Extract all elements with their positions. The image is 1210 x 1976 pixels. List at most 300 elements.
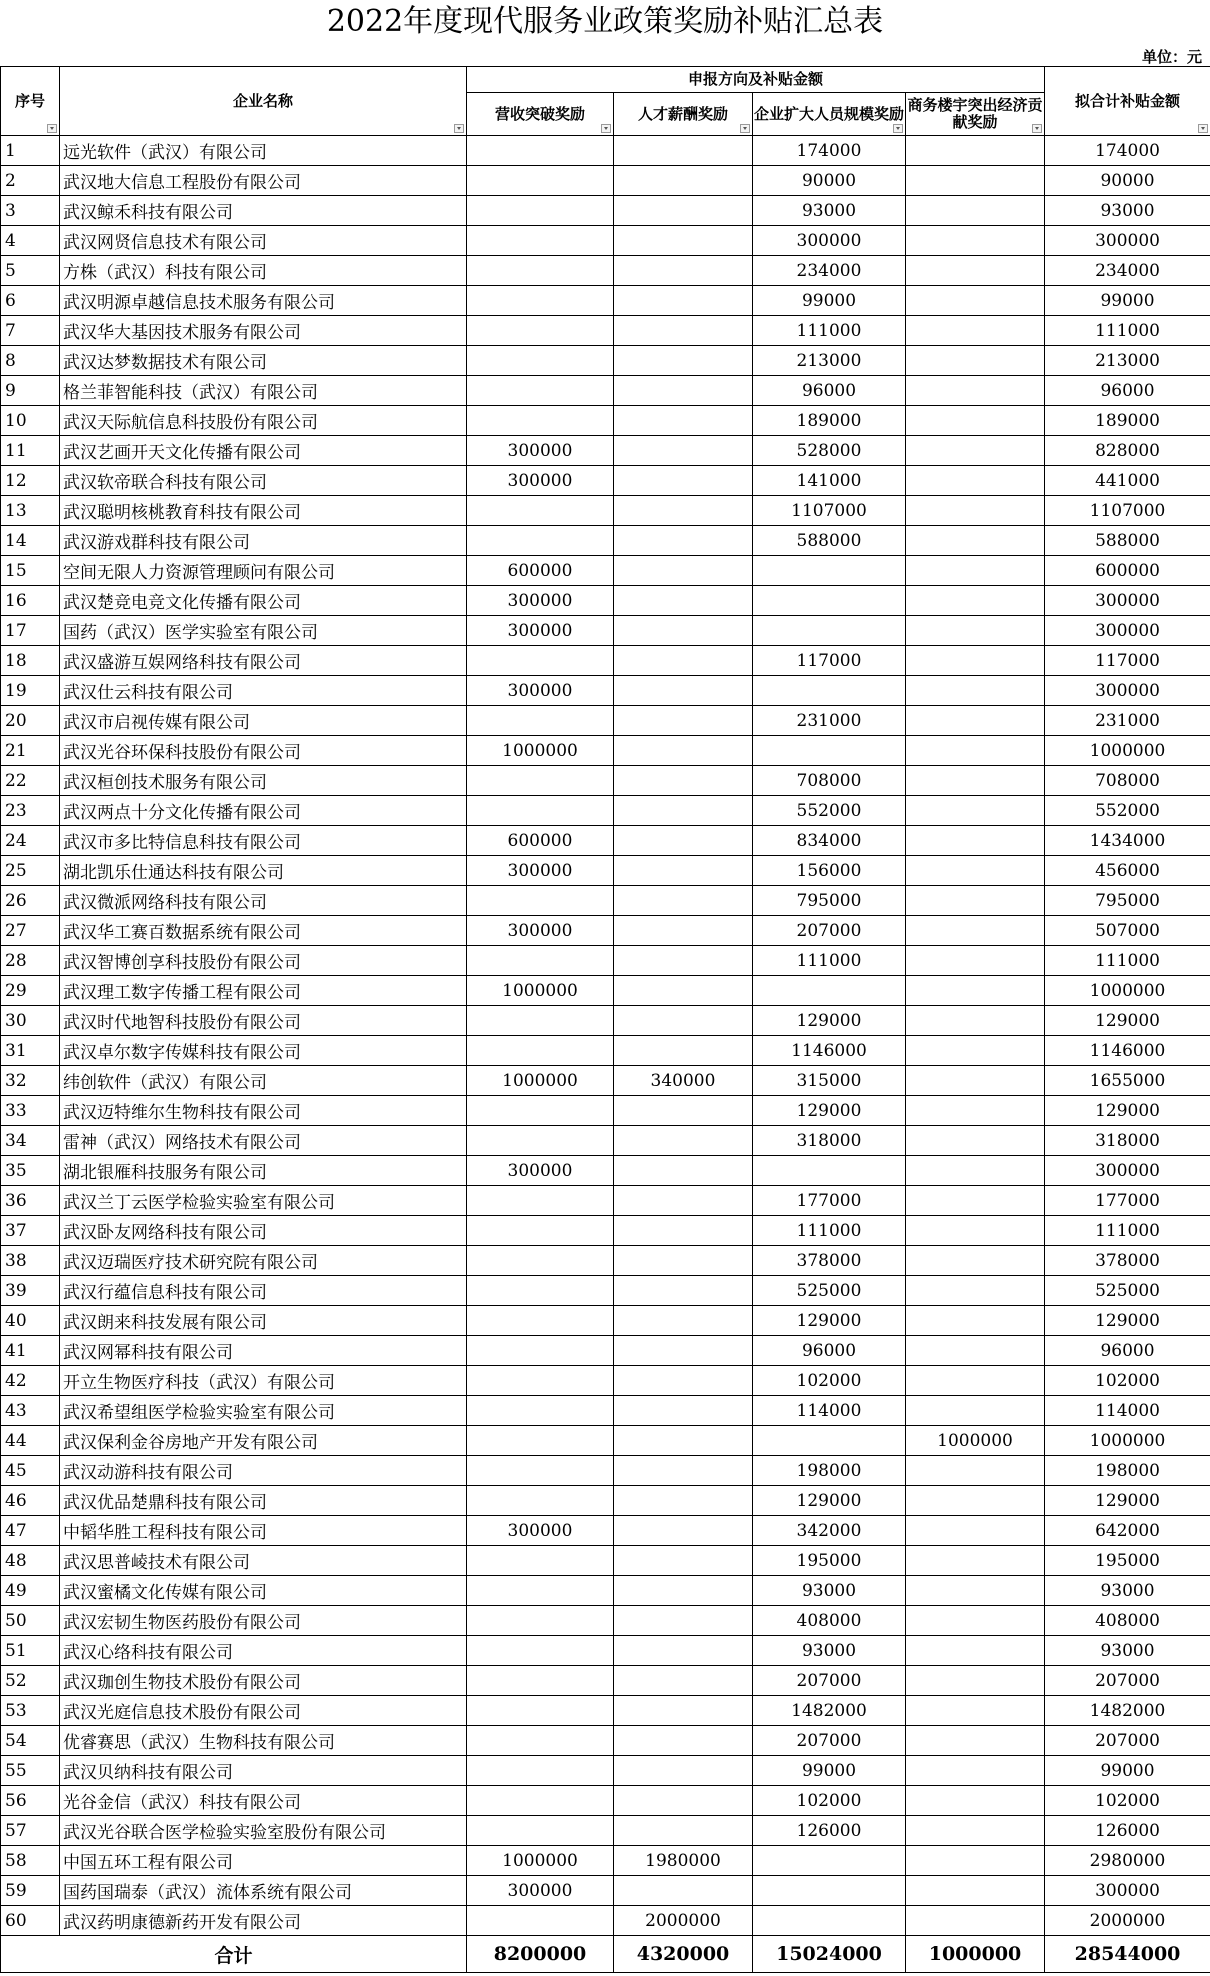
company-name: 雷神（武汉）网络技术有限公司 (60, 1126, 467, 1156)
table-row (1, 1906, 1210, 1936)
filter-dropdown-icon[interactable] (1032, 124, 1042, 133)
commercial-building-award (906, 1606, 1045, 1636)
row-index: 53 (1, 1696, 60, 1726)
table-row (1, 676, 1210, 706)
revenue-award (467, 1126, 614, 1156)
table-row (1, 706, 1210, 736)
talent-award (614, 766, 753, 796)
total-amount: 129000 (1045, 1096, 1210, 1126)
commercial-building-award (906, 1696, 1045, 1726)
revenue-award (467, 1456, 614, 1486)
staff-expansion-award: 129000 (753, 1306, 906, 1336)
commercial-building-award (906, 826, 1045, 856)
total-amount: 93000 (1045, 1576, 1210, 1606)
company-name: 武汉贝纳科技有限公司 (60, 1756, 467, 1786)
row-index: 40 (1, 1306, 60, 1336)
total-amount: 231000 (1045, 706, 1210, 736)
total-amount: 2980000 (1045, 1846, 1210, 1876)
total-amount: 408000 (1045, 1606, 1210, 1636)
total-amount: 129000 (1045, 1486, 1210, 1516)
revenue-award (467, 346, 614, 376)
talent-award (614, 1636, 753, 1666)
revenue-award (467, 406, 614, 436)
staff-expansion-award: 177000 (753, 1186, 906, 1216)
company-name: 武汉盛游互娱网络科技有限公司 (60, 646, 467, 676)
table-row (1, 886, 1210, 916)
staff-expansion-award: 207000 (753, 916, 906, 946)
table-row (1, 406, 1210, 436)
table-row (1, 316, 1210, 346)
page-title: 2022年度现代服务业政策奖励补贴汇总表 (326, 4, 884, 39)
revenue-award (467, 1246, 614, 1276)
staff-expansion-award (753, 736, 906, 766)
table-row (1, 136, 1210, 166)
staff-expansion-award (753, 976, 906, 1006)
table-row (1, 1186, 1210, 1216)
staff-expansion-award: 96000 (753, 1336, 906, 1366)
table-row (1, 556, 1210, 586)
staff-expansion-award: 318000 (753, 1126, 906, 1156)
total-amount: 207000 (1045, 1666, 1210, 1696)
commercial-building-award (906, 616, 1045, 646)
table-row (1, 1006, 1210, 1036)
staff-expansion-award (753, 1876, 906, 1906)
staff-expansion-award (753, 556, 906, 586)
staff-expansion-award: 93000 (753, 1576, 906, 1606)
filter-dropdown-icon[interactable] (740, 124, 750, 133)
commercial-building-award (906, 856, 1045, 886)
row-index: 10 (1, 406, 60, 436)
company-name: 武汉迈瑞医疗技术研究院有限公司 (60, 1246, 467, 1276)
revenue-award (467, 1426, 614, 1456)
revenue-award: 600000 (467, 556, 614, 586)
total-amount: 300000 (1045, 226, 1210, 256)
total-amount: 189000 (1045, 406, 1210, 436)
table-row (1, 736, 1210, 766)
company-name: 武汉珈创生物技术股份有限公司 (60, 1666, 467, 1696)
staff-expansion-award: 795000 (753, 886, 906, 916)
commercial-building-award (906, 586, 1045, 616)
header-total: 拟合计补贴金额 (1045, 67, 1210, 136)
header-company: 企业名称 (60, 67, 467, 136)
total-amount: 111000 (1045, 1216, 1210, 1246)
staff-expansion-award (753, 1156, 906, 1186)
table-row (1, 1036, 1210, 1066)
revenue-award (467, 1336, 614, 1366)
total-amount: 795000 (1045, 886, 1210, 916)
row-index: 3 (1, 196, 60, 226)
talent-award (614, 706, 753, 736)
total-amount: 1482000 (1045, 1696, 1210, 1726)
row-index: 5 (1, 256, 60, 286)
table-row (1, 1516, 1210, 1546)
total-amount: 1146000 (1045, 1036, 1210, 1066)
commercial-building-award (906, 1126, 1045, 1156)
staff-expansion-award: 111000 (753, 1216, 906, 1246)
revenue-award: 1000000 (467, 976, 614, 1006)
staff-expansion-award (753, 1906, 906, 1936)
row-index: 35 (1, 1156, 60, 1186)
total-amount: 378000 (1045, 1246, 1210, 1276)
revenue-award: 300000 (467, 1876, 614, 1906)
table-row (1, 1696, 1210, 1726)
commercial-building-award (906, 316, 1045, 346)
company-name: 武汉动游科技有限公司 (60, 1456, 467, 1486)
staff-expansion-award: 174000 (753, 136, 906, 166)
revenue-award (467, 316, 614, 346)
staff-expansion-award: 207000 (753, 1666, 906, 1696)
talent-award (614, 646, 753, 676)
staff-expansion-award: 525000 (753, 1276, 906, 1306)
table-row (1, 1276, 1210, 1306)
total-amount: 2000000 (1045, 1906, 1210, 1936)
revenue-award (467, 1276, 614, 1306)
talent-award (614, 1786, 753, 1816)
row-index: 45 (1, 1456, 60, 1486)
commercial-building-award (906, 1186, 1045, 1216)
row-index: 43 (1, 1396, 60, 1426)
commercial-building-award (906, 736, 1045, 766)
revenue-award (467, 1366, 614, 1396)
table-row (1, 1396, 1210, 1426)
talent-award (614, 1156, 753, 1186)
talent-award (614, 1126, 753, 1156)
table-row (1, 856, 1210, 886)
filter-dropdown-icon[interactable] (1198, 124, 1208, 133)
company-name: 武汉软帝联合科技有限公司 (60, 466, 467, 496)
talent-award (614, 376, 753, 406)
staff-expansion-award: 117000 (753, 646, 906, 676)
staff-expansion-award: 378000 (753, 1246, 906, 1276)
staff-expansion-award: 1107000 (753, 496, 906, 526)
header-group: 申报方向及补贴金额 (467, 67, 1045, 93)
revenue-award (467, 1786, 614, 1816)
company-name: 武汉明源卓越信息技术服务有限公司 (60, 286, 467, 316)
table-body (1, 136, 1210, 1936)
revenue-award (467, 286, 614, 316)
commercial-building-award (906, 1846, 1045, 1876)
company-name: 武汉卓尔数字传媒科技有限公司 (60, 1036, 467, 1066)
table-row (1, 1486, 1210, 1516)
talent-award (614, 346, 753, 376)
total-amount: 300000 (1045, 1876, 1210, 1906)
table-row (1, 1816, 1210, 1846)
commercial-building-award (906, 226, 1045, 256)
talent-award: 2000000 (614, 1906, 753, 1936)
talent-award (614, 1516, 753, 1546)
total-amount: 117000 (1045, 646, 1210, 676)
total-amount: 456000 (1045, 856, 1210, 886)
table-row (1, 586, 1210, 616)
staff-expansion-award: 129000 (753, 1006, 906, 1036)
revenue-award (467, 196, 614, 226)
row-index: 54 (1, 1726, 60, 1756)
company-name: 武汉华工赛百数据系统有限公司 (60, 916, 467, 946)
company-name: 武汉蜜橘文化传媒有限公司 (60, 1576, 467, 1606)
revenue-award (467, 1756, 614, 1786)
table-row (1, 196, 1210, 226)
row-index: 29 (1, 976, 60, 1006)
revenue-award (467, 376, 614, 406)
total-amount: 588000 (1045, 526, 1210, 556)
staff-expansion-award: 129000 (753, 1486, 906, 1516)
staff-expansion-award: 141000 (753, 466, 906, 496)
row-index: 51 (1, 1636, 60, 1666)
table-row (1, 946, 1210, 976)
company-name: 武汉优品楚鼎科技有限公司 (60, 1486, 467, 1516)
revenue-award: 300000 (467, 466, 614, 496)
total-amount: 207000 (1045, 1726, 1210, 1756)
row-index: 52 (1, 1666, 60, 1696)
total-amount: 1107000 (1045, 496, 1210, 526)
company-name: 武汉朗来科技发展有限公司 (60, 1306, 467, 1336)
revenue-award: 300000 (467, 916, 614, 946)
row-index: 28 (1, 946, 60, 976)
row-index: 14 (1, 526, 60, 556)
staff-expansion-award: 102000 (753, 1366, 906, 1396)
table-row (1, 466, 1210, 496)
totals-row (1, 1936, 1210, 1973)
table-row (1, 1576, 1210, 1606)
talent-award (614, 196, 753, 226)
row-index: 32 (1, 1066, 60, 1096)
company-name: 武汉光谷环保科技股份有限公司 (60, 736, 467, 766)
company-name: 格兰菲智能科技（武汉）有限公司 (60, 376, 467, 406)
commercial-building-award (906, 1486, 1045, 1516)
total-amount: 126000 (1045, 1816, 1210, 1846)
company-name: 武汉地大信息工程股份有限公司 (60, 166, 467, 196)
staff-expansion-award: 1146000 (753, 1036, 906, 1066)
revenue-award: 600000 (467, 826, 614, 856)
company-name: 武汉网幂科技有限公司 (60, 1336, 467, 1366)
commercial-building-award (906, 676, 1045, 706)
talent-award (614, 1186, 753, 1216)
totals-building: 1000000 (906, 1936, 1045, 1973)
row-index: 38 (1, 1246, 60, 1276)
table-row (1, 1726, 1210, 1756)
total-amount: 1000000 (1045, 1426, 1210, 1456)
total-amount: 1000000 (1045, 736, 1210, 766)
filter-dropdown-icon[interactable] (893, 124, 903, 133)
table-row (1, 1426, 1210, 1456)
row-index: 25 (1, 856, 60, 886)
commercial-building-award (906, 1636, 1045, 1666)
totals-grand: 28544000 (1045, 1936, 1210, 1973)
total-amount: 1655000 (1045, 1066, 1210, 1096)
talent-award (614, 946, 753, 976)
company-name: 武汉心络科技有限公司 (60, 1636, 467, 1666)
staff-expansion-award: 96000 (753, 376, 906, 406)
commercial-building-award (906, 496, 1045, 526)
talent-award (614, 1366, 753, 1396)
company-name: 武汉思普崚技术有限公司 (60, 1546, 467, 1576)
commercial-building-award (906, 196, 1045, 226)
talent-award (614, 1726, 753, 1756)
revenue-award (467, 1576, 614, 1606)
staff-expansion-award (753, 616, 906, 646)
row-index: 4 (1, 226, 60, 256)
company-name: 国药（武汉）医学实验室有限公司 (60, 616, 467, 646)
company-name: 武汉宏韧生物医药股份有限公司 (60, 1606, 467, 1636)
commercial-building-award (906, 1156, 1045, 1186)
row-index: 57 (1, 1816, 60, 1846)
company-name: 武汉鲸禾科技有限公司 (60, 196, 467, 226)
talent-award (614, 256, 753, 286)
row-index: 47 (1, 1516, 60, 1546)
commercial-building-award (906, 1336, 1045, 1366)
total-amount: 96000 (1045, 1336, 1210, 1366)
talent-award (614, 1546, 753, 1576)
staff-expansion-award (753, 1846, 906, 1876)
revenue-award: 300000 (467, 586, 614, 616)
talent-award (614, 1696, 753, 1726)
company-name: 远光软件（武汉）有限公司 (60, 136, 467, 166)
talent-award (614, 676, 753, 706)
company-name: 武汉时代地智科技股份有限公司 (60, 1006, 467, 1036)
revenue-award: 300000 (467, 856, 614, 886)
total-amount: 129000 (1045, 1306, 1210, 1336)
commercial-building-award (906, 1216, 1045, 1246)
header-revenue-award: 营收突破奖励 (467, 93, 614, 136)
header-talent-award: 人才薪酬奖励 (614, 93, 753, 136)
row-index: 13 (1, 496, 60, 526)
company-name: 武汉达梦数据技术有限公司 (60, 346, 467, 376)
staff-expansion-award: 111000 (753, 316, 906, 346)
total-amount: 93000 (1045, 196, 1210, 226)
commercial-building-award (906, 556, 1045, 586)
table-row (1, 1336, 1210, 1366)
staff-expansion-award: 93000 (753, 196, 906, 226)
company-name: 武汉保利金谷房地产开发有限公司 (60, 1426, 467, 1456)
revenue-award (467, 1636, 614, 1666)
total-amount: 441000 (1045, 466, 1210, 496)
revenue-award (467, 226, 614, 256)
commercial-building-award (906, 886, 1045, 916)
table-row (1, 1216, 1210, 1246)
company-name: 湖北凯乐仕通达科技有限公司 (60, 856, 467, 886)
revenue-award (467, 496, 614, 526)
totals-revenue: 8200000 (467, 1936, 614, 1973)
header-index: 序号 (1, 67, 60, 136)
talent-award (614, 1576, 753, 1606)
commercial-building-award (906, 466, 1045, 496)
filter-dropdown-icon[interactable] (601, 124, 611, 133)
table-row (1, 166, 1210, 196)
row-index: 2 (1, 166, 60, 196)
commercial-building-award (906, 1276, 1045, 1306)
talent-award (614, 1306, 753, 1336)
header-commercial-building-award: 商务楼宇突出经济贡献奖励 (906, 93, 1045, 136)
revenue-award (467, 646, 614, 676)
commercial-building-award (906, 1036, 1045, 1066)
company-name: 武汉楚竞电竞文化传播有限公司 (60, 586, 467, 616)
row-index: 50 (1, 1606, 60, 1636)
revenue-award (467, 166, 614, 196)
table-row (1, 526, 1210, 556)
talent-award (614, 1426, 753, 1456)
talent-award (614, 1006, 753, 1036)
talent-award (614, 556, 753, 586)
commercial-building-award (906, 976, 1045, 1006)
staff-expansion-award: 552000 (753, 796, 906, 826)
row-index: 6 (1, 286, 60, 316)
revenue-award (467, 1036, 614, 1066)
commercial-building-award (906, 1516, 1045, 1546)
row-index: 27 (1, 916, 60, 946)
table-row (1, 1096, 1210, 1126)
staff-expansion-award (753, 586, 906, 616)
commercial-building-award (906, 646, 1045, 676)
talent-award (614, 1276, 753, 1306)
table-row (1, 1666, 1210, 1696)
unit-label: 单位：元 (1141, 48, 1202, 66)
row-index: 33 (1, 1096, 60, 1126)
talent-award (614, 1336, 753, 1366)
table-row (1, 1456, 1210, 1486)
talent-award (614, 166, 753, 196)
table-row (1, 436, 1210, 466)
row-index: 42 (1, 1366, 60, 1396)
talent-award (614, 826, 753, 856)
filter-dropdown-icon[interactable] (454, 124, 464, 133)
row-index: 15 (1, 556, 60, 586)
total-amount: 195000 (1045, 1546, 1210, 1576)
commercial-building-award (906, 1096, 1045, 1126)
row-index: 30 (1, 1006, 60, 1036)
revenue-award (467, 256, 614, 286)
total-amount: 642000 (1045, 1516, 1210, 1546)
revenue-award (467, 136, 614, 166)
revenue-award (467, 1726, 614, 1756)
revenue-award (467, 1906, 614, 1936)
total-amount: 102000 (1045, 1366, 1210, 1396)
talent-award (614, 1456, 753, 1486)
row-index: 49 (1, 1576, 60, 1606)
row-index: 41 (1, 1336, 60, 1366)
revenue-award: 300000 (467, 1156, 614, 1186)
commercial-building-award (906, 946, 1045, 976)
commercial-building-award (906, 1906, 1045, 1936)
revenue-award (467, 1486, 614, 1516)
staff-expansion-award: 234000 (753, 256, 906, 286)
table-row (1, 916, 1210, 946)
staff-expansion-award: 195000 (753, 1546, 906, 1576)
header-staff-expansion-award: 企业扩大人员规模奖励 (753, 93, 906, 136)
total-amount: 129000 (1045, 1006, 1210, 1036)
staff-expansion-award: 1482000 (753, 1696, 906, 1726)
total-amount: 111000 (1045, 316, 1210, 346)
total-amount: 198000 (1045, 1456, 1210, 1486)
talent-award (614, 406, 753, 436)
revenue-award (467, 1216, 614, 1246)
revenue-award (467, 1606, 614, 1636)
commercial-building-award (906, 1546, 1045, 1576)
table-row (1, 1606, 1210, 1636)
row-index: 7 (1, 316, 60, 346)
staff-expansion-award: 588000 (753, 526, 906, 556)
revenue-award (467, 1546, 614, 1576)
staff-expansion-award: 708000 (753, 766, 906, 796)
commercial-building-award (906, 166, 1045, 196)
commercial-building-award (906, 1306, 1045, 1336)
table-row (1, 646, 1210, 676)
filter-dropdown-icon[interactable] (47, 124, 57, 133)
talent-award (614, 886, 753, 916)
revenue-award (467, 796, 614, 826)
table-row (1, 346, 1210, 376)
staff-expansion-award: 126000 (753, 1816, 906, 1846)
revenue-award: 1000000 (467, 736, 614, 766)
